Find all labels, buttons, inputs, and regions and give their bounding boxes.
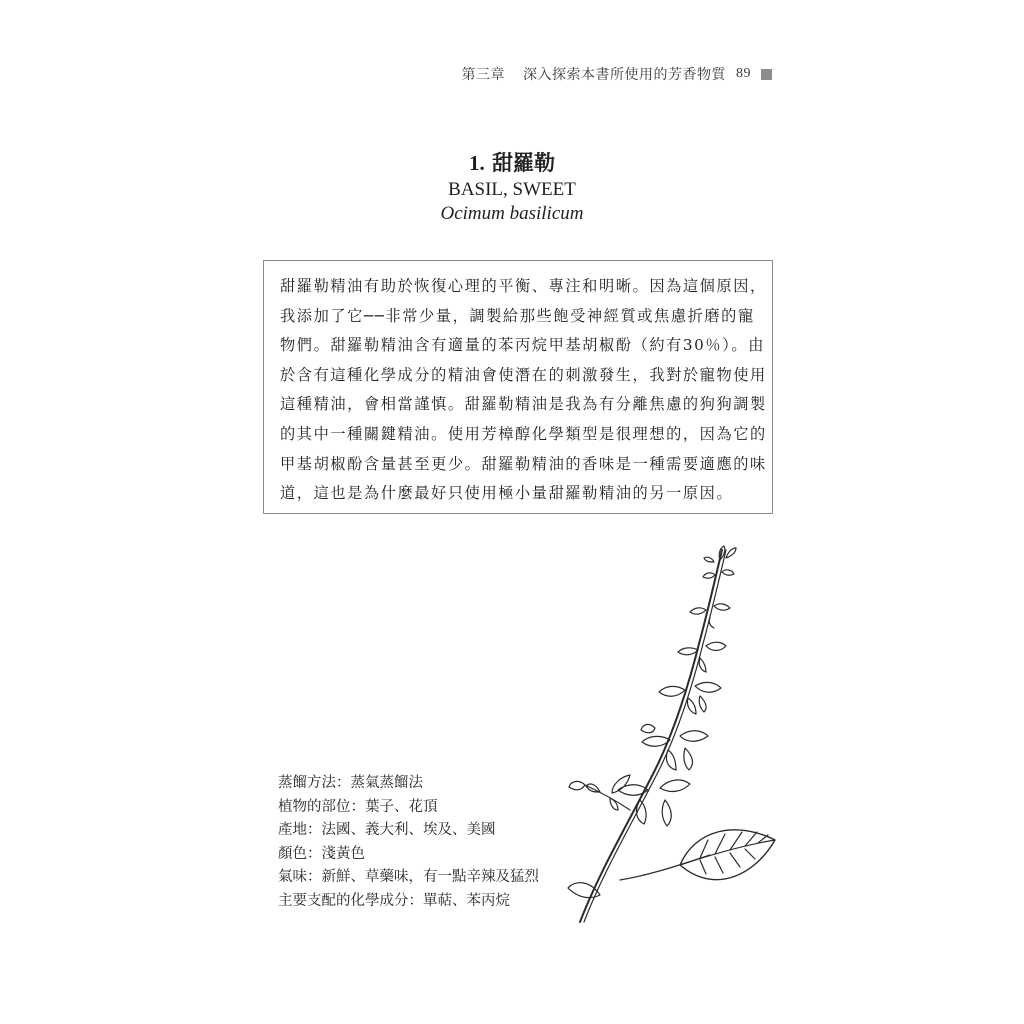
info-origin: 產地：法國、義大利、埃及、美國: [278, 822, 496, 839]
running-header: [462, 64, 773, 84]
info-scent: 氣味：新鮮、草藥味，有一點辛辣及猛烈: [278, 869, 539, 886]
entry-title: [0, 150, 1024, 176]
entry-number: 1.: [468, 151, 485, 175]
square-marker-icon: [761, 69, 772, 80]
section-title: 深入探索本書所使用的芳香物質: [523, 67, 726, 83]
chapter-label: 第三章: [461, 67, 505, 83]
entry-latin-name: Ocimum basilicum: [440, 203, 584, 224]
info-chemistry: 主要支配的化學成分：單萜、苯丙烷: [278, 892, 510, 909]
intro-text-box: [263, 260, 773, 514]
intro-line: 道，這也是為什麼最好只使用極小量甜羅勒精油的另一原因。: [280, 484, 734, 503]
intro-line: 我添加了它──非常少量，調製給那些飽受神經質或焦慮折磨的寵: [280, 306, 755, 325]
info-plant-part: 植物的部位：葉子、花頂: [278, 798, 438, 815]
info-distillation: 蒸餾方法：蒸氣蒸餾法: [278, 775, 423, 791]
entry-title-zh: 甜羅勒: [492, 150, 556, 175]
intro-line: 物們。甜羅勒精油含有適量的苯丙烷甲基胡椒酚（約有30％）。由: [280, 336, 765, 355]
intro-line: 甲基胡椒酚含量甚至更少。甜羅勒精油的香味是一種需要適應的味: [280, 454, 767, 473]
entry-title-en: BASIL, SWEET: [448, 179, 576, 200]
page-number: 89: [736, 66, 751, 81]
intro-line: 的其中一種關鍵精油。使用芳樟醇化學類型是很理想的，因為它的: [280, 424, 767, 443]
info-color: 顏色：淺黃色: [278, 845, 365, 862]
intro-line: 於含有這種化學成分的精油會使潛在的刺激發生，我對於寵物使用: [280, 365, 767, 384]
basil-plant-illustration: [560, 530, 790, 930]
oil-info-list: [278, 772, 539, 914]
entry-title-block: [0, 150, 1024, 226]
intro-line: 甜羅勒精油有助於恢復心理的平衡、專注和明晰。因為這個原因，: [280, 277, 767, 295]
intro-line: 這種精油，會相當謹慎。甜羅勒精油是我為有分離焦慮的狗狗調製: [280, 395, 767, 414]
